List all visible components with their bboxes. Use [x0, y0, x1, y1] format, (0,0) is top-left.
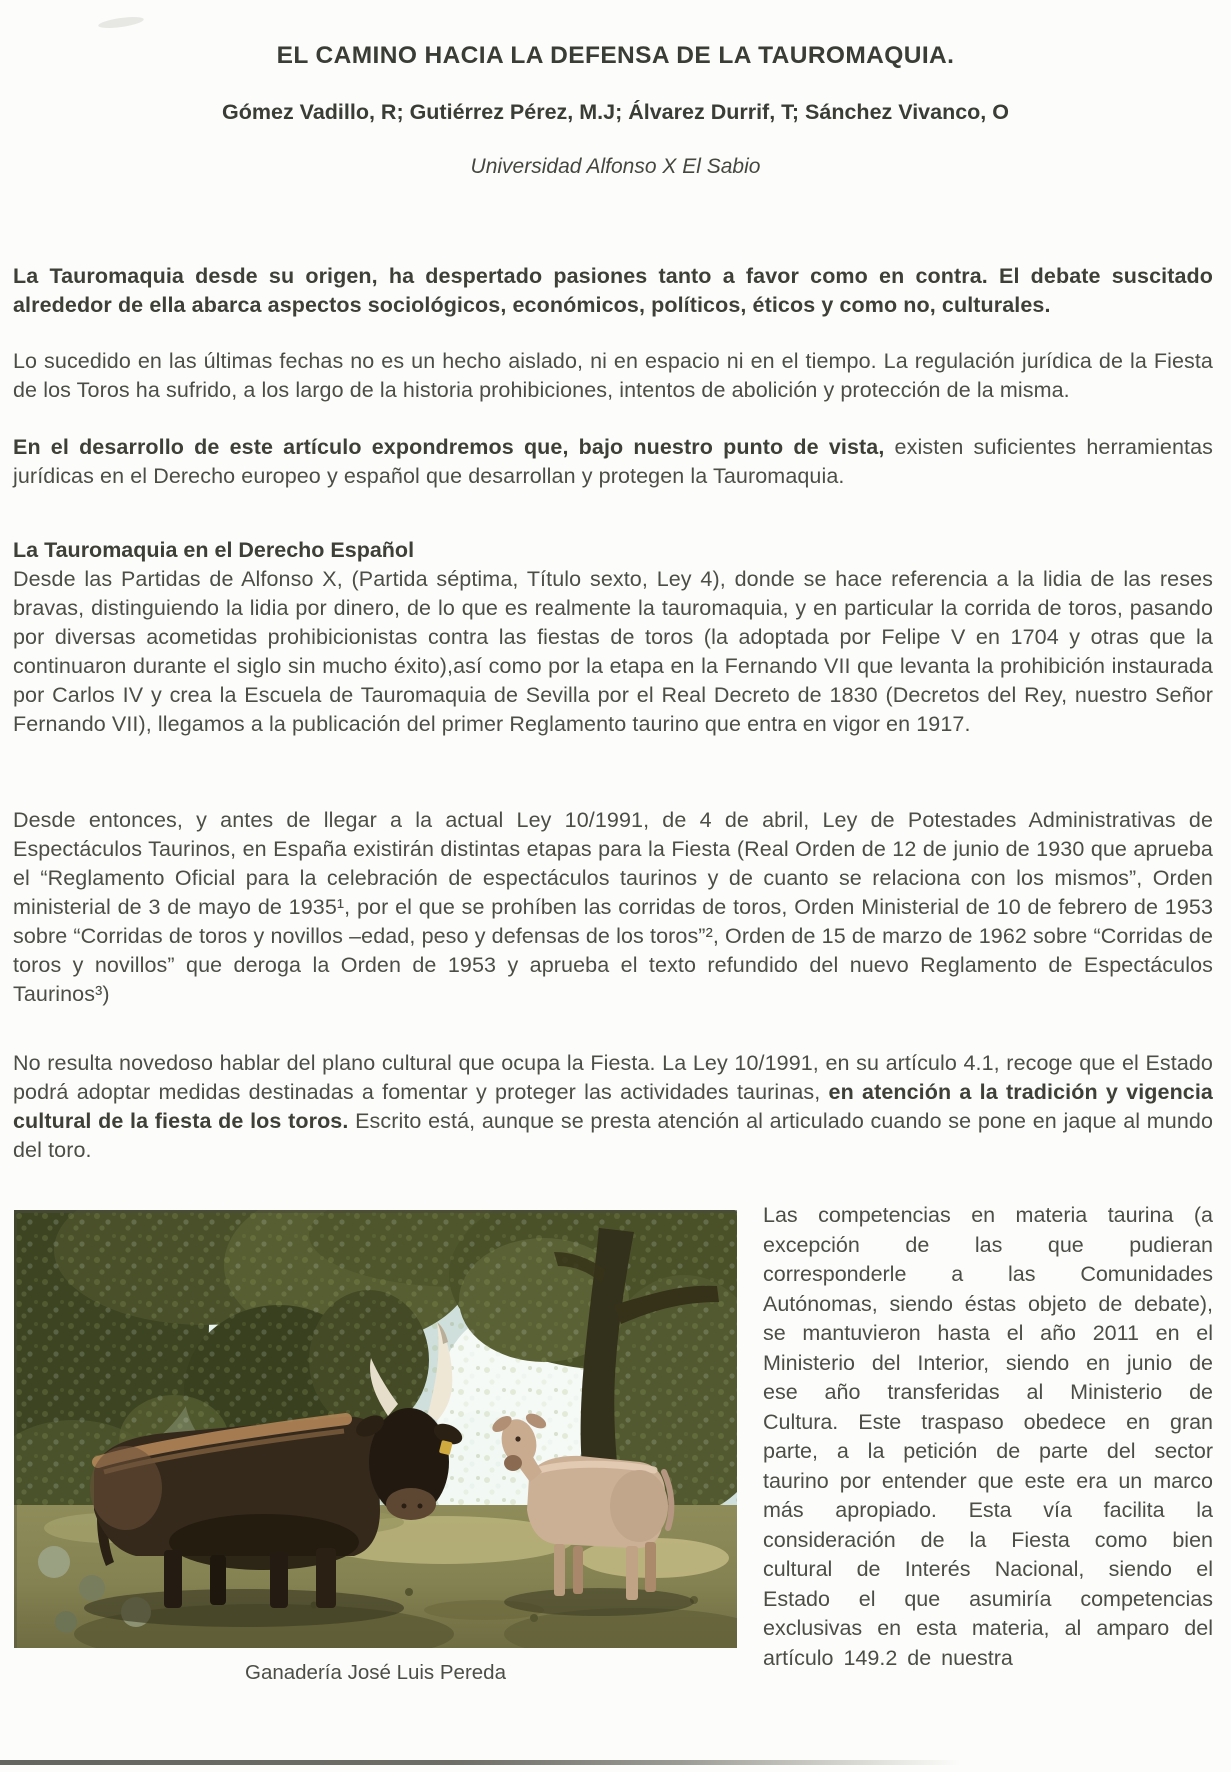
bull-shadow [84, 1589, 404, 1627]
section-heading: La Tauromaquia en el Derecho Español [13, 538, 415, 562]
calf-shadow [504, 1588, 694, 1616]
scan-smudge [98, 15, 145, 30]
paragraph-history: Lo sucedido en las últimas fechas no es un hecho aislado, ni en espacio ni en el tiempo. La regulación jurídica de la Fiesta de los Toros ha sufrido, a los largo de la historia prohibiciones, intentos de abolición y protección de la misma. [13, 349, 1213, 402]
cattle-photo [14, 1210, 737, 1648]
paragraph-thesis-bold: En el desarrollo de este artículo expondremos que, bajo nuestro punto de vista, [13, 435, 885, 459]
paragraph-intro: La Tauromaquia desde su origen, ha despertado pasiones tanto a favor como en contra. El debate suscitado alrededor de ella abarca aspectos sociológicos, económicos, políticos, éticos y como no, culturales. [13, 264, 1213, 317]
photo-figure [14, 1210, 737, 1648]
article-title: EL CAMINO HACIA LA DEFENSA DE LA TAUROMAQUIA. [276, 42, 955, 69]
photo-caption: Ganadería José Luis Pereda [245, 1661, 506, 1684]
paragraph-cultural [13, 1049, 1213, 1165]
authors-line: Gómez Vadillo, R; Gutiérrez Pérez, M.J; Álvarez Durrif, T; Sánchez Vivanco, O [222, 100, 1009, 124]
photo-left-edge [14, 1210, 17, 1648]
paragraph-thesis-rest: existen suficientes herramientas jurídicas en el Derecho europeo y español que desarrollan y protegen la Tauromaquia. [13, 435, 1213, 488]
paragraph-cultural-bold: en atención a la tradición y vigencia cultural de la fiesta de los toros. [13, 1080, 1213, 1133]
affiliation: Universidad Alfonso X El Sabio [470, 155, 761, 178]
paragraph-cultural-post: Escrito está, aunque se presta atención al articulado cuando se pone en jaque al mundo del toro. [13, 1109, 1213, 1162]
wrap-text-column: Las competencias en materia taurina (a excepción de las que pudieran corresponderle a las Comunidades Autónomas, siendo éstas objeto de debate), se mantuvieron hasta el año 2011 en el Ministerio del Interior, siendo en junio de ese año transferidas al Ministerio de Cultura. Este traspaso obedece en gran parte, a la petición de parte del sector taurino por entender que este era un marco más apropiado. Esta vía facilita la consideración de la Fiesta como bien cultural de Interés Nacional, siendo el Estado el que asumiría competencias exclusivas en esta materia, al amparo del artículo 149.2 de nuestra [763, 1203, 1213, 1670]
scan-edge-artifact [0, 1760, 1130, 1765]
paragraph-thesis [13, 433, 1213, 491]
paragraph-leyes: Desde entonces, y antes de llegar a la actual Ley 10/1991, de 4 de abril, Ley de Potestades Administrativas de Espectáculos Taurinos, en España existirán distintas etapas para la Fiesta (Real Orden de 12 de junio de 1930 que aprueba el “Reglamento Oficial para la celebración de espectáculos taurinos y de cuanto se relaciona con los mismos”, Orden ministerial de 3 de mayo de 1935¹, por el que se prohíben las corridas de toros, Orden Ministerial de 10 de febrero de 1953 sobre “Corridas de toros y novillos –edad, peso y defensas de los toros”², Orden de 15 de marzo de 1962 sobre “Corridas de toros y novillos” que deroga la Orden de 1953 y aprueba el texto refundido del nuevo Reglamento de Espectáculos Taurinos³) [13, 808, 1213, 1006]
photo-top-edge [14, 1210, 737, 1213]
paragraph-cultural-pre: No resulta novedoso hablar del plano cultural que ocupa la Fiesta. La Ley 10/1991, en su artículo 4.1, recoge que el Estado podrá adoptar medidas destinadas a fomentar y proteger las actividades taurinas, [13, 1051, 1213, 1104]
paragraph-partidas: Desde las Partidas de Alfonso X, (Partida séptima, Título sexto, Ley 4), donde se hace referencia a la lidia de las reses bravas, distinguiendo la lidia por dinero, de lo que es realmente la tauromaquia, y en particular la corrida de toros, pasando por diversas acometidas prohibicionistas contra las fiestas de toros (la adoptada por Felipe V en 1704 y otras que la continuaron durante el siglo sin mucho éxito),así como por la etapa en la Fernando VII que levanta la prohibición instaurada por Carlos IV y crea la Escuela de Tauromaquia de Sevilla por el Real Decreto de 1830 (Decretos del Rey, nuestro Señor Fernando VII), llegamos a la publicación del primer Reglamento taurino que entra en vigor en 1917. [13, 567, 1213, 736]
